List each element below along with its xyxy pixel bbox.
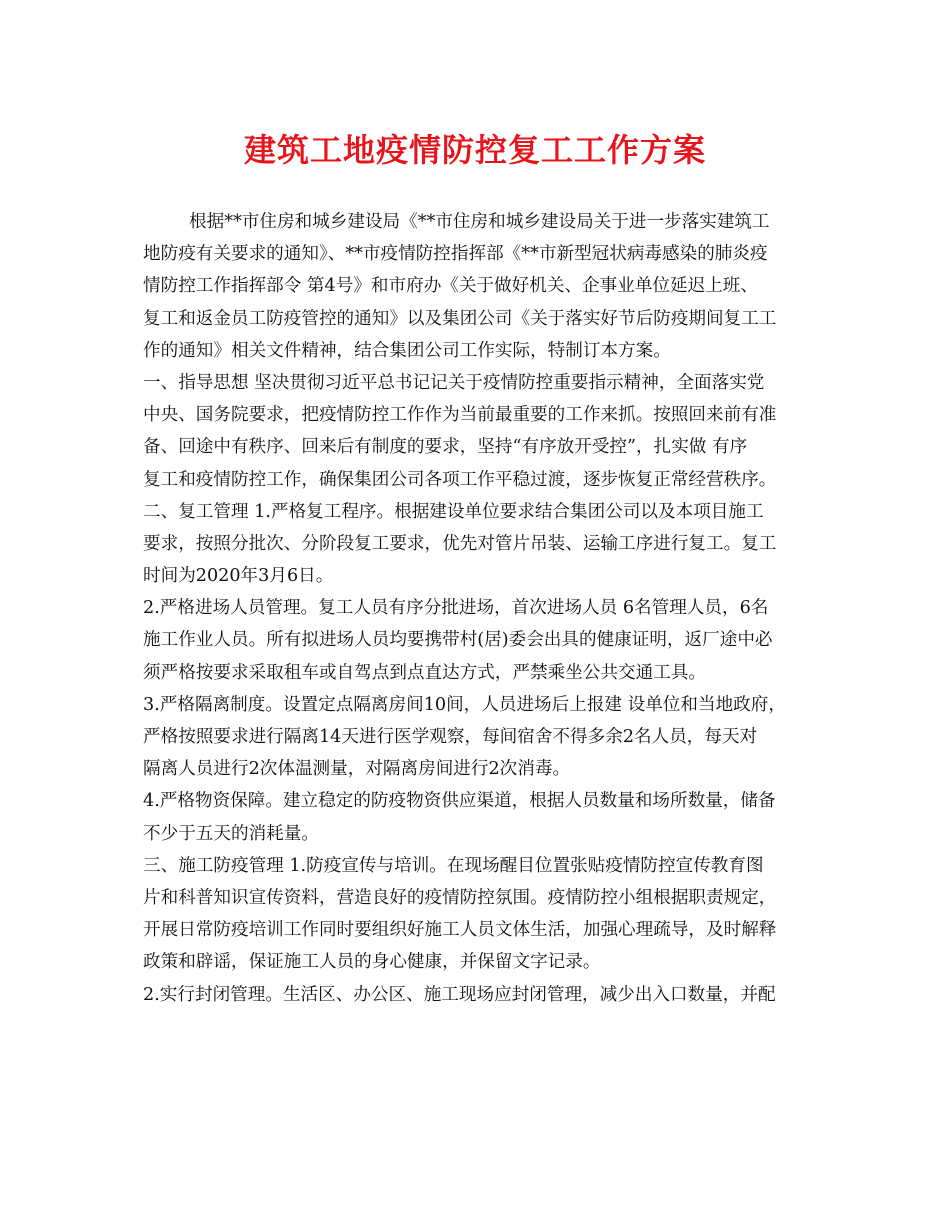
body-line: 根据**市住房和城乡建设局《**市住房和城乡建设局关于进一步落实建筑工 bbox=[189, 212, 770, 232]
body-line: 要求，按照分批次、分阶段复工要求，优先对管片吊装、运输工序进行复工。复工 bbox=[143, 533, 777, 554]
body-line: 备、回途中有秩序、回来后有制度的要求，坚持“有序放开受控”，扎实做 有序 bbox=[143, 437, 748, 458]
body-line: 隔离人员进行2次体温测量，对隔离房间进行2次消毒。 bbox=[143, 759, 571, 780]
numbered-item-line: 3.严格隔离制度。设置定点隔离房间10间，人员进场后上报建 设单位和当地政府， bbox=[143, 694, 786, 715]
body-line: 中央、国务院要求，把疫情防控工作作为当前最重要的工作来抓。按照回来前有准 bbox=[143, 405, 777, 426]
section-heading-line: 一、指导思想 坚决贯彻习近平总书记记关于疫情防控重要指示精神，全面落实党 bbox=[143, 372, 765, 393]
numbered-item-line: 4.严格物资保障。建立稳定的防疫物资供应渠道，根据人员数量和场所数量，储备 bbox=[143, 791, 776, 812]
body-line: 严格按照要求进行隔离14天进行医学观察，每间宿舍不得多余2名人员，每天对 bbox=[143, 727, 758, 747]
section-heading-line: 二、复工管理 1.严格复工程序。根据建设单位要求结合集团公司以及本项目施工 bbox=[143, 501, 764, 522]
body-line: 复工和返金员工防疫管控的通知》以及集团公司《关于落实好节后防疫期间复工工 bbox=[143, 308, 777, 329]
numbered-item-line: 2.实行封闭管理。生活区、办公区、施工现场应封闭管理，减少出入口数量，并配 bbox=[143, 984, 776, 1005]
body-line: 不少于五天的消耗量。 bbox=[143, 823, 319, 844]
body-line: 情防控工作指挥部令 第4号》和市府办《关于做好机关、企事业单位延迟上班、 bbox=[143, 276, 758, 297]
body-line: 须严格按要求采取租车或自驾点到点直达方式，严禁乘坐公共交通工具。 bbox=[143, 662, 707, 683]
body-line: 政策和辟谣，保证施工人员的身心健康，并保留文字记录。 bbox=[143, 952, 601, 973]
body-line: 施工作业人员。所有拟进场人员均要携带村(居)委会出具的健康证明，返厂途中必 bbox=[143, 630, 773, 651]
body-line: 复工和疫情防控工作，确保集团公司各项工作平稳过渡，逐步恢复正常经营秩序。 bbox=[143, 469, 777, 490]
document-body bbox=[143, 206, 823, 1011]
document-title: 建筑工地疫情防控复工工作方案 bbox=[243, 131, 706, 169]
body-line: 片和科普知识宣传资料，营造良好的疫情防控氛围。疫情防控小组根据职责规定， bbox=[143, 887, 777, 908]
body-line: 时间为2020年3月6日。 bbox=[143, 566, 334, 587]
numbered-item-line: 2.严格进场人员管理。复工人员有序分批进场，首次进场人员 6名管理人员，6名 bbox=[143, 598, 769, 619]
body-line: 作的通知》相关文件精神，结合集团公司工作实际，特制订本方案。 bbox=[143, 340, 671, 361]
body-line: 地防疫有关要求的通知》、**市疫情防控指挥部《**市新型冠状病毒感染的肺炎疫 bbox=[143, 244, 768, 265]
section-heading-line: 三、施工防疫管理 1.防疫宣传与培训。在现场醒目位置张贴疫情防控宣传教育图 bbox=[143, 855, 764, 876]
body-line: 开展日常防疫培训工作同时要组织好施工人员文体生活，加强心理疏导，及时解释 bbox=[143, 920, 777, 941]
